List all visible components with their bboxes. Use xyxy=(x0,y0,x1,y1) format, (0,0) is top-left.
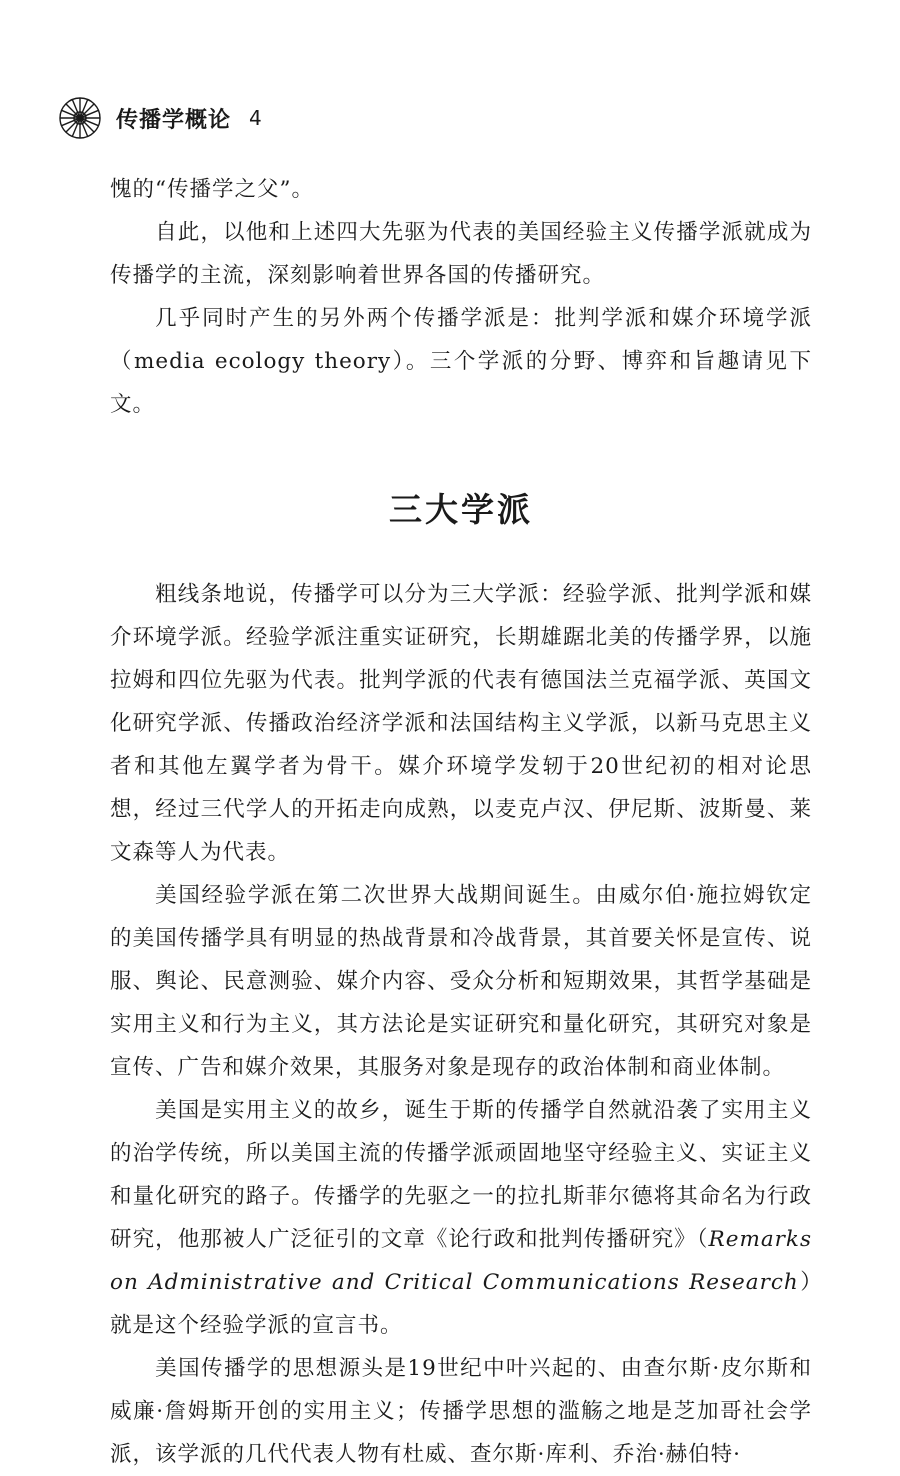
paragraph: 几乎同时产生的另外两个传播学派是：批判学派和媒介环境学派（media ecology theory）。三个学派的分野、博弈和旨趣请见下文。 xyxy=(110,306,812,417)
paragraph: 美国经验学派在第二次世界大战期间诞生。由威尔伯·施拉姆钦定的美国传播学具有明显的热战背景和冷战背景，其首要关怀是宣传、说服、舆论、民意测验、媒介内容、受众分析和短期效果，其哲学基础是实用主义和行为主义，其方法论是实证研究和量化研究，其研究对象是宣传、广告和媒介效果，其服务对象是现存的政治体制和商业体制。 xyxy=(110,883,812,1080)
paragraph: 粗线条地说，传播学可以分为三大学派：经验学派、批判学派和媒介环境学派。经验学派注重实证研究，长期雄踞北美的传播学界，以施拉姆和四位先驱为代表。批判学派的代表有德国法兰克福学派、英国文化研究学派、传播政治经济学派和法国结构主义学派，以新马克思主义者和其他左翼学者为骨干。媒介环境学发轫于20世纪初的相对论思想，经过三代学人的开拓走向成熟，以麦克卢汉、伊尼斯、波斯曼、莱文森等人为代表。 xyxy=(110,582,812,865)
citation-english-title: Remarks on Administrative and Critical Communications Research xyxy=(110,1227,812,1295)
book-title: 传播学概论 xyxy=(116,107,232,133)
flower-emblem-icon xyxy=(58,96,102,140)
citation-tail-text: ）就是这个经验学派的宣言书。 xyxy=(110,1270,812,1338)
running-header xyxy=(58,96,262,140)
citation-lead-text: 美国是实用主义的故乡，诞生于斯的传播学自然就沿袭了实用主义的治学传统，所以美国主流的传播学派顽固地坚守经验主义、实证主义和量化研究的路子。传播学的先驱之一的拉扎斯菲尔德将其命名为行政研究，他那被人广泛征引的文章《论行政和批判传播研究》（ xyxy=(110,1098,812,1252)
page-body xyxy=(110,168,812,1476)
page-number: 4 xyxy=(249,106,262,130)
section-title: 三大学派 xyxy=(389,490,533,529)
paragraph-with-citation xyxy=(110,1089,812,1347)
paragraph: 自此，以他和上述四大先驱为代表的美国经验主义传播学派就成为传播学的主流，深刻影响着世界各国的传播研究。 xyxy=(110,220,812,288)
paragraph: 愧的“传播学之父”。 xyxy=(110,177,314,202)
paragraph: 美国传播学的思想源头是19世纪中叶兴起的、由查尔斯·皮尔斯和威廉·詹姆斯开创的实用主义；传播学思想的滥觞之地是芝加哥社会学派，该学派的几代代表人物有杜威、查尔斯·库利、乔治·赫伯特· xyxy=(110,1356,812,1467)
